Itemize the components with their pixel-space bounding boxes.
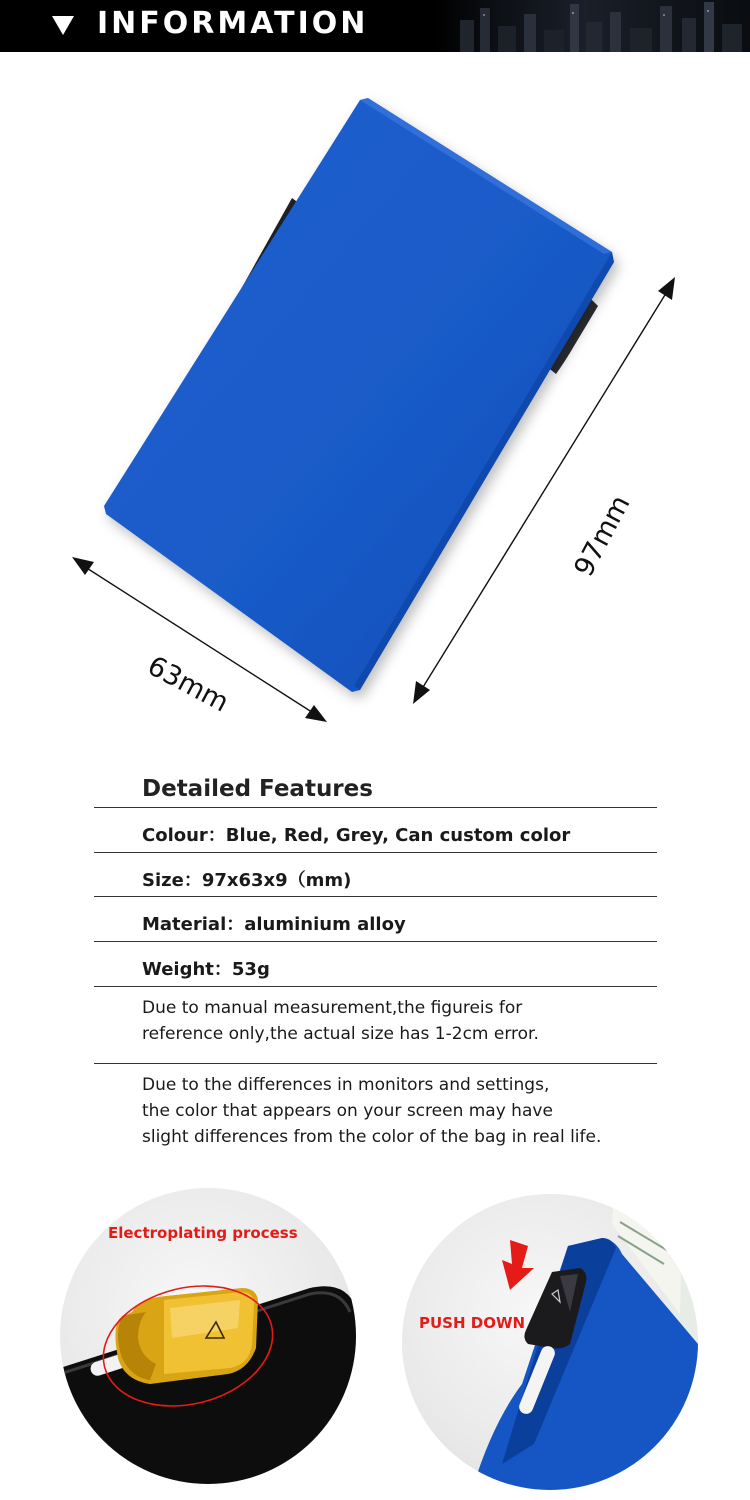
spec-weight: Weight：53g [142,959,270,980]
divider [94,1063,657,1064]
dimension-arrow-icon [305,705,327,722]
electroplating-detail-image [60,1188,356,1484]
dimension-arrow-icon [658,277,675,300]
dimension-arrow-icon [72,557,94,575]
color-note-line-2: the color that appears on your screen may have [142,1101,553,1121]
dimension-arrow-icon [413,681,430,704]
spec-material: Material：aluminium alloy [142,914,406,935]
push-down-label: PUSH DOWN [419,1314,526,1332]
push-down-illustration [402,1194,698,1490]
color-note-line-1: Due to the differences in monitors and settings, [142,1075,550,1095]
divider [94,941,657,942]
length-label: 97mm [568,490,637,582]
divider [94,807,657,808]
header-bar [0,0,750,52]
divider [94,852,657,853]
divider [94,986,657,987]
product-dimension-figure [0,52,750,752]
card-case-body [104,98,614,692]
divider [94,896,657,897]
triangle-down-icon [52,16,74,35]
section-title: INFORMATION [97,6,369,41]
push-down-detail-image [402,1194,698,1490]
city-skyline-image [420,0,750,52]
measurement-note-line-1: Due to manual measurement,the figureis for [142,998,523,1018]
width-label: 63mm [142,650,234,719]
measurement-note-line-2: reference only,the actual size has 1-2cm error. [142,1024,539,1044]
spec-colour: Colour：Blue, Red, Grey, Can custom color [142,825,571,846]
features-title: Detailed Features [142,776,373,802]
color-note-line-3: slight differences from the color of the bag in real life. [142,1127,602,1147]
electroplating-label: Electroplating process [108,1224,298,1242]
push-down-arrow-icon [502,1240,534,1290]
spec-size: Size：97x63x9（mm) [142,870,352,891]
